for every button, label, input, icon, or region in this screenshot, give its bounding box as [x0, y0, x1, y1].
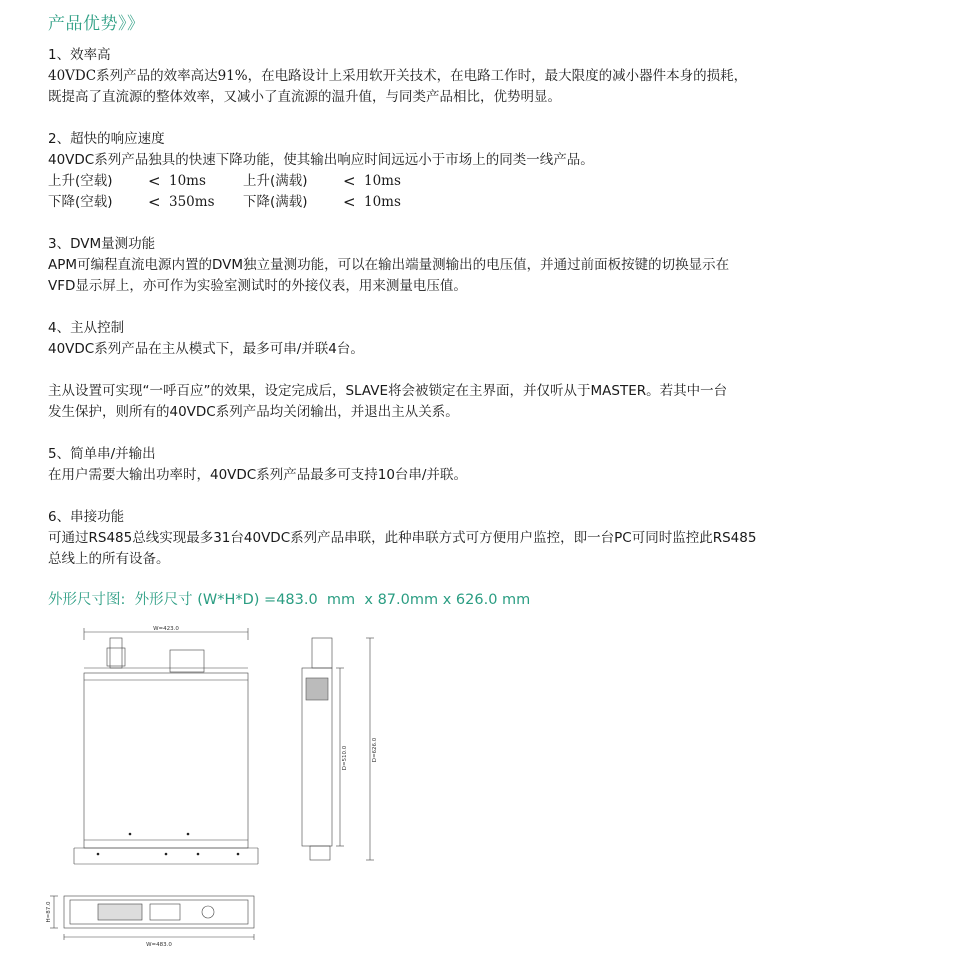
top-view-screws [97, 833, 240, 856]
section-line: 40VDC系列产品在主从模式下，最多可串/并联4台。 [48, 341, 364, 357]
timing-value: 10ms [169, 173, 206, 189]
less-than-symbol: < [148, 193, 161, 211]
section-line: 40VDC系列产品独具的快速下降功能，使其输出响应时间远远小于市场上的同类一线产品。 [48, 152, 594, 168]
timing-label: 下降(满载) [243, 194, 308, 210]
section-line: 在用户需要大输出功率时，40VDC系列产品最多可支持10台串/并联。 [48, 467, 467, 483]
side-depth-label: D=510.0 [342, 745, 348, 771]
less-than-symbol: < [343, 172, 356, 190]
timing-label: 上升(满载) [243, 173, 308, 189]
timing-value: 350ms [169, 194, 215, 210]
timing-value: 10ms [364, 194, 401, 210]
dimension-label: 外形尺寸图: [48, 592, 126, 608]
top-width-label: W=423.0 [153, 626, 179, 632]
less-than-symbol: < [343, 193, 356, 211]
timing-row [48, 171, 908, 192]
section-line: 40VDC系列产品的效率高达91%，在电路设计上采用软开关技术，在电路工作时，最大限度的减小器件本身的损耗， [48, 68, 748, 84]
section-line: 主从设置可实现“一呼百应”的效果，设定完成后，SLAVE将会被锁定在主界面，并仅听从于MASTER。若其中一台 [48, 383, 728, 399]
section-line: 可通过RS485总线实现最多31台40VDC系列产品串联，此种串联方式可方便用户监控，即一台PC可同时监控此RS485 [48, 530, 757, 546]
section-line: VFD显示屏上，亦可作为实验室测试时的外接仪表，用来测量电压值。 [48, 278, 467, 294]
timing-label: 上升(空载) [48, 173, 113, 189]
side-depth-total-label: D=626.0 [372, 737, 378, 763]
section-line: APM可编程直流电源内置的DVM独立量测功能，可以在输出端量测输出的电压值，并通过前面板按键的切换显示在 [48, 257, 730, 273]
timing-value: 10ms [364, 173, 401, 189]
front-view-drawing [50, 896, 254, 940]
section-line: 发生保护，则所有的40VDC系列产品均关闭输出，并退出主从关系。 [48, 404, 459, 420]
page-title: 产品优势》》 [48, 14, 145, 34]
timing-row [48, 192, 908, 213]
front-height-label: H=87.0 [46, 901, 52, 923]
front-width-label: W=483.0 [146, 942, 172, 948]
section-title: 3、DVM量测功能 [48, 236, 156, 252]
section-line: 既提高了直流源的整体效率，又减小了直流源的温升值，与同类产品相比，优势明显。 [48, 89, 561, 105]
section-title: 5、简单串/并输出 [48, 446, 156, 462]
outline-drawing [40, 618, 400, 948]
advantages-content [48, 45, 908, 570]
section-title: 4、主从控制 [48, 320, 125, 336]
section-title: 6、串接功能 [48, 509, 125, 525]
section-line: 总线上的所有设备。 [48, 551, 170, 567]
side-view-drawing [302, 638, 374, 860]
section-title: 1、效率高 [48, 47, 111, 63]
section-title: 2、超快的响应速度 [48, 131, 165, 147]
dimension-heading [48, 588, 530, 609]
timing-label: 下降(空载) [48, 194, 113, 210]
less-than-symbol: < [148, 172, 161, 190]
dimension-text: 外形尺寸 (W*H*D) =483.0 mm x 87.0mm x 626.0 mm [134, 592, 531, 608]
top-view-drawing [74, 628, 258, 864]
